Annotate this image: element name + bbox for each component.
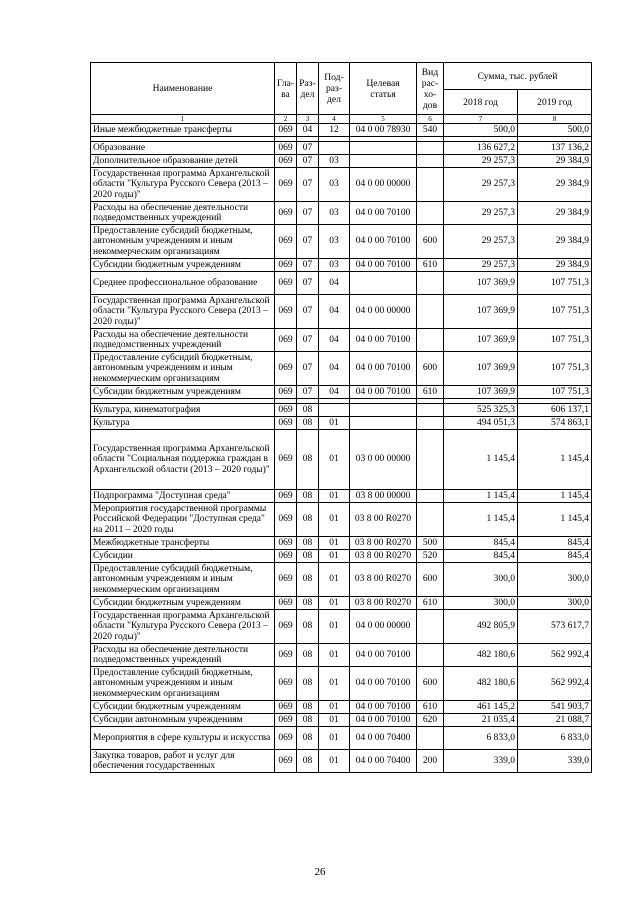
row-vid-raskhodov (417, 503, 444, 537)
page-number: 26 (314, 866, 326, 878)
row-sum-2019: 300,0 (518, 597, 592, 610)
table-row (91, 202, 592, 225)
table-row (91, 503, 592, 537)
row-glava: 069 (275, 503, 297, 537)
row-tselevaya-statya: 04 0 00 70400 (350, 750, 417, 773)
row-sum-2018: 21 035,4 (444, 714, 518, 727)
row-sum-2018: 107 369,9 (444, 352, 518, 386)
row-podrazdel: 01 (319, 727, 350, 750)
row-sum-2019: 107 751,3 (518, 295, 592, 329)
row-tselevaya-statya (350, 417, 417, 430)
row-sum-2018: 492 805,9 (444, 610, 518, 644)
row-sum-2018: 482 180,6 (444, 644, 518, 667)
row-razdel: 08 (297, 597, 319, 610)
header-podrazdel-text: Под- раз- дел (324, 72, 344, 105)
row-name: Среднее профессиональное образование (91, 272, 275, 295)
row-razdel: 08 (297, 563, 319, 597)
row-vid-raskhodov (417, 727, 444, 750)
table-row (91, 352, 592, 386)
row-sum-2019: 1 145,4 (518, 490, 592, 503)
row-tselevaya-statya: 04 0 00 70100 (350, 644, 417, 667)
table-row (91, 142, 592, 155)
row-podrazdel: 03 (319, 225, 350, 259)
row-name: Субсидии автономным учреждениям (91, 714, 275, 727)
row-podrazdel: 01 (319, 417, 350, 430)
row-vid-raskhodov: 610 (417, 701, 444, 714)
table-row (91, 329, 592, 352)
table-row (91, 417, 592, 430)
row-podrazdel: 01 (319, 490, 350, 503)
row-glava: 069 (275, 352, 297, 386)
row-sum-2019: 6 833,0 (518, 727, 592, 750)
row-glava: 069 (275, 155, 297, 168)
row-razdel: 07 (297, 155, 319, 168)
column-number: 3 (297, 115, 319, 124)
row-vid-raskhodov: 610 (417, 597, 444, 610)
row-razdel: 08 (297, 417, 319, 430)
row-tselevaya-statya: 03 8 00 R0270 (350, 537, 417, 550)
row-podrazdel: 12 (319, 124, 350, 137)
row-vid-raskhodov: 200 (417, 750, 444, 773)
table-row (91, 550, 592, 563)
table-row (91, 701, 592, 714)
row-podrazdel: 04 (319, 386, 350, 399)
table-row (91, 386, 592, 399)
row-tselevaya-statya: 04 0 00 70100 (350, 701, 417, 714)
table-row (91, 155, 592, 168)
row-sum-2019: 606 137,1 (518, 404, 592, 417)
row-tselevaya-statya: 04 0 00 70400 (350, 727, 417, 750)
row-glava: 069 (275, 701, 297, 714)
row-tselevaya-statya: 03 0 00 00000 (350, 430, 417, 490)
row-glava: 069 (275, 259, 297, 272)
row-name: Образование (91, 142, 275, 155)
row-podrazdel: 01 (319, 537, 350, 550)
header-glava-text: Гла- ва (277, 77, 295, 100)
row-tselevaya-statya: 04 0 00 70100 (350, 386, 417, 399)
row-tselevaya-statya: 04 0 00 70100 (350, 202, 417, 225)
row-podrazdel: 04 (319, 295, 350, 329)
column-number: 2 (275, 115, 297, 124)
row-razdel: 08 (297, 644, 319, 667)
row-sum-2018: 461 145,2 (444, 701, 518, 714)
row-sum-2019: 845,4 (518, 537, 592, 550)
row-sum-2018: 136 627,2 (444, 142, 518, 155)
table-row (91, 168, 592, 202)
row-podrazdel: 01 (319, 667, 350, 701)
column-number: 7 (444, 115, 518, 124)
row-sum-2019: 300,0 (518, 563, 592, 597)
row-tselevaya-statya: 04 0 00 00000 (350, 610, 417, 644)
row-sum-2018: 29 257,3 (444, 225, 518, 259)
row-glava: 069 (275, 202, 297, 225)
header-glava (275, 63, 297, 115)
header-razdel-text: Раз- дел (299, 77, 316, 100)
row-glava: 069 (275, 295, 297, 329)
row-name: Субсидии бюджетным учреждениям (91, 597, 275, 610)
row-podrazdel: 01 (319, 644, 350, 667)
row-name: Расходы на обеспечение деятельности подведомственных учреждений (91, 329, 275, 352)
row-vid-raskhodov (417, 295, 444, 329)
row-podrazdel (319, 142, 350, 155)
header-year-2018: 2018 год (444, 90, 518, 115)
row-razdel: 07 (297, 295, 319, 329)
row-tselevaya-statya (350, 142, 417, 155)
table-row (91, 259, 592, 272)
row-name: Предоставление субсидий бюджетным, автономным учреждениям и иным некоммерческим организациям (91, 352, 275, 386)
row-glava: 069 (275, 563, 297, 597)
table-row (91, 610, 592, 644)
row-vid-raskhodov: 600 (417, 563, 444, 597)
row-vid-raskhodov (417, 610, 444, 644)
row-razdel: 08 (297, 610, 319, 644)
row-sum-2018: 29 257,3 (444, 168, 518, 202)
header-year-2019: 2019 год (518, 90, 592, 115)
row-vid-raskhodov (417, 644, 444, 667)
table-row (91, 597, 592, 610)
row-tselevaya-statya: 04 0 00 78930 (350, 124, 417, 137)
row-name: Мероприятия государственной программы Российской Федерации "Доступная среда" на 2011 – 2020 годы (91, 503, 275, 537)
column-number: 5 (350, 115, 417, 124)
column-number: 1 (91, 115, 275, 124)
row-vid-raskhodov: 600 (417, 352, 444, 386)
row-sum-2019: 573 617,7 (518, 610, 592, 644)
row-name: Государственная программа Архангельской области "Культура Русского Севера (2013 – 2020 годы)" (91, 610, 275, 644)
row-vid-raskhodov (417, 272, 444, 295)
row-razdel: 08 (297, 667, 319, 701)
row-tselevaya-statya: 03 8 00 00000 (350, 490, 417, 503)
row-sum-2018: 494 051,3 (444, 417, 518, 430)
row-name: Мероприятия в сфере культуры и искусства (91, 727, 275, 750)
row-sum-2018: 29 257,3 (444, 202, 518, 225)
row-sum-2019: 29 384,9 (518, 225, 592, 259)
row-tselevaya-statya: 04 0 00 00000 (350, 295, 417, 329)
row-sum-2018: 107 369,9 (444, 386, 518, 399)
row-podrazdel: 03 (319, 155, 350, 168)
row-vid-raskhodov (417, 142, 444, 155)
row-vid-raskhodov: 500 (417, 537, 444, 550)
row-sum-2018: 845,4 (444, 550, 518, 563)
column-number: 8 (518, 115, 592, 124)
row-glava: 069 (275, 537, 297, 550)
row-tselevaya-statya: 04 0 00 70100 (350, 259, 417, 272)
row-sum-2019: 845,4 (518, 550, 592, 563)
row-sum-2018: 6 833,0 (444, 727, 518, 750)
row-razdel: 07 (297, 272, 319, 295)
row-podrazdel: 01 (319, 750, 350, 773)
row-razdel: 08 (297, 404, 319, 417)
row-vid-raskhodov: 520 (417, 550, 444, 563)
row-sum-2018: 300,0 (444, 597, 518, 610)
row-name: Предоставление субсидий бюджетным, автономным учреждениям и иным некоммерческим организациям (91, 563, 275, 597)
row-glava: 069 (275, 750, 297, 773)
row-sum-2018: 525 325,3 (444, 404, 518, 417)
row-tselevaya-statya (350, 272, 417, 295)
row-sum-2019: 29 384,9 (518, 155, 592, 168)
row-tselevaya-statya: 04 0 00 70100 (350, 714, 417, 727)
row-glava: 069 (275, 142, 297, 155)
row-tselevaya-statya: 03 8 00 R0270 (350, 503, 417, 537)
row-glava: 069 (275, 386, 297, 399)
row-glava: 069 (275, 404, 297, 417)
row-sum-2019: 29 384,9 (518, 259, 592, 272)
row-razdel: 08 (297, 727, 319, 750)
table-row (91, 644, 592, 667)
row-podrazdel: 01 (319, 430, 350, 490)
row-podrazdel: 04 (319, 329, 350, 352)
row-glava: 069 (275, 124, 297, 137)
row-tselevaya-statya: 03 8 00 R0270 (350, 550, 417, 563)
header-name: Наименование (91, 63, 275, 115)
row-podrazdel: 03 (319, 259, 350, 272)
row-name: Культура, кинематография (91, 404, 275, 417)
row-podrazdel: 03 (319, 168, 350, 202)
table-row (91, 272, 592, 295)
row-sum-2018: 339,0 (444, 750, 518, 773)
row-sum-2018: 300,0 (444, 563, 518, 597)
table-row (91, 750, 592, 773)
row-vid-raskhodov (417, 168, 444, 202)
table-row (91, 563, 592, 597)
row-podrazdel (319, 404, 350, 417)
row-podrazdel: 01 (319, 714, 350, 727)
row-name: Предоставление субсидий бюджетным, автономным учреждениям и иным некоммерческим организациям (91, 225, 275, 259)
row-sum-2018: 107 369,9 (444, 295, 518, 329)
row-sum-2019: 562 992,4 (518, 667, 592, 701)
row-podrazdel: 03 (319, 202, 350, 225)
row-vid-raskhodov: 620 (417, 714, 444, 727)
row-vid-raskhodov: 600 (417, 667, 444, 701)
table-row (91, 430, 592, 490)
row-glava: 069 (275, 597, 297, 610)
row-sum-2019: 107 751,3 (518, 272, 592, 295)
row-sum-2019: 541 903,7 (518, 701, 592, 714)
row-tselevaya-statya: 04 0 00 70100 (350, 225, 417, 259)
row-name: Закупка товаров, работ и услуг для обеспечения государственных (91, 750, 275, 773)
row-name: Государственная программа Архангельской области "Культура Русского Севера (2013 – 2020 годы)" (91, 295, 275, 329)
row-razdel: 07 (297, 259, 319, 272)
row-name: Субсидии бюджетным учреждениям (91, 701, 275, 714)
row-glava: 069 (275, 490, 297, 503)
row-name: Субсидии (91, 550, 275, 563)
row-razdel: 08 (297, 490, 319, 503)
row-glava: 069 (275, 727, 297, 750)
row-glava: 069 (275, 272, 297, 295)
row-tselevaya-statya: 03 8 00 R0270 (350, 597, 417, 610)
row-razdel: 07 (297, 225, 319, 259)
row-razdel: 07 (297, 168, 319, 202)
row-tselevaya-statya (350, 404, 417, 417)
row-razdel: 08 (297, 537, 319, 550)
row-vid-raskhodov (417, 404, 444, 417)
header-podrazdel (319, 63, 350, 115)
row-podrazdel: 01 (319, 701, 350, 714)
row-sum-2018: 1 145,4 (444, 430, 518, 490)
row-sum-2019: 1 145,4 (518, 503, 592, 537)
row-vid-raskhodov: 610 (417, 259, 444, 272)
header-tselevaya-text: Целевая статья (366, 77, 400, 100)
row-sum-2018: 29 257,3 (444, 259, 518, 272)
table-row (91, 295, 592, 329)
row-glava: 069 (275, 550, 297, 563)
row-glava: 069 (275, 667, 297, 701)
row-razdel: 07 (297, 329, 319, 352)
row-glava: 069 (275, 417, 297, 430)
row-glava: 069 (275, 610, 297, 644)
row-name: Иные межбюджетные трансферты (91, 124, 275, 137)
row-razdel: 07 (297, 352, 319, 386)
row-razdel: 07 (297, 202, 319, 225)
table-row (91, 225, 592, 259)
row-sum-2018: 1 145,4 (444, 503, 518, 537)
column-number: 6 (417, 115, 444, 124)
row-razdel: 08 (297, 750, 319, 773)
row-podrazdel: 04 (319, 272, 350, 295)
row-sum-2019: 21 088,7 (518, 714, 592, 727)
row-razdel: 07 (297, 386, 319, 399)
row-glava: 069 (275, 644, 297, 667)
row-name: Подпрограмма "Доступная среда" (91, 490, 275, 503)
row-razdel: 08 (297, 550, 319, 563)
row-glava: 069 (275, 225, 297, 259)
row-sum-2018: 107 369,9 (444, 329, 518, 352)
row-sum-2019: 29 384,9 (518, 202, 592, 225)
row-name: Предоставление субсидий бюджетным, автономным учреждениям и иным некоммерческим организациям (91, 667, 275, 701)
row-podrazdel: 01 (319, 503, 350, 537)
row-sum-2019: 1 145,4 (518, 430, 592, 490)
row-vid-raskhodov (417, 430, 444, 490)
row-sum-2019: 562 992,4 (518, 644, 592, 667)
row-sum-2018: 1 145,4 (444, 490, 518, 503)
header-vid-text: Вид рас- хо- дов (421, 66, 439, 111)
row-sum-2019: 107 751,3 (518, 386, 592, 399)
row-sum-2018: 482 180,6 (444, 667, 518, 701)
table-row (91, 490, 592, 503)
row-name: Государственная программа Архангельской области "Культура Русского Севера (2013 – 2020 годы)" (91, 168, 275, 202)
row-podrazdel: 01 (319, 610, 350, 644)
header-summa: Сумма, тыс. рублей (444, 63, 592, 90)
budget-table (90, 62, 592, 773)
row-razdel: 08 (297, 714, 319, 727)
row-sum-2019: 107 751,3 (518, 352, 592, 386)
row-sum-2018: 29 257,3 (444, 155, 518, 168)
row-podrazdel: 01 (319, 550, 350, 563)
table-row (91, 727, 592, 750)
row-name: Расходы на обеспечение деятельности подведомственных учреждений (91, 644, 275, 667)
row-vid-raskhodov (417, 329, 444, 352)
table-row (91, 667, 592, 701)
row-glava: 069 (275, 168, 297, 202)
row-tselevaya-statya: 04 0 00 00000 (350, 168, 417, 202)
row-sum-2019: 107 751,3 (518, 329, 592, 352)
row-vid-raskhodov: 540 (417, 124, 444, 137)
row-name: Субсидии бюджетным учреждениям (91, 386, 275, 399)
table-row (91, 124, 592, 137)
header-vid (417, 63, 444, 115)
row-vid-raskhodov (417, 417, 444, 430)
column-number: 4 (319, 115, 350, 124)
row-name: Расходы на обеспечение деятельности подведомственных учреждений (91, 202, 275, 225)
row-glava: 069 (275, 430, 297, 490)
budget-table-body (91, 124, 592, 773)
row-sum-2018: 500,0 (444, 124, 518, 137)
header-razdel (297, 63, 319, 115)
row-razdel: 04 (297, 124, 319, 137)
table-row (91, 537, 592, 550)
row-tselevaya-statya: 04 0 00 70100 (350, 352, 417, 386)
row-glava: 069 (275, 714, 297, 727)
row-sum-2019: 500,0 (518, 124, 592, 137)
row-sum-2019: 29 384,9 (518, 168, 592, 202)
row-name: Культура (91, 417, 275, 430)
row-vid-raskhodov: 600 (417, 225, 444, 259)
row-vid-raskhodov (417, 202, 444, 225)
table-row (91, 404, 592, 417)
row-name: Государственная программа Архангельской области "Социальная поддержка граждан в Архангельской области (2013 – 2020 годы)" (91, 430, 275, 490)
row-tselevaya-statya: 04 0 00 70100 (350, 329, 417, 352)
row-vid-raskhodov: 610 (417, 386, 444, 399)
row-name: Субсидии бюджетным учреждениям (91, 259, 275, 272)
row-sum-2018: 845,4 (444, 537, 518, 550)
row-sum-2018: 107 369,9 (444, 272, 518, 295)
row-name: Межбюджетные трансферты (91, 537, 275, 550)
header-tselevaya (350, 63, 417, 115)
row-glava: 069 (275, 329, 297, 352)
row-sum-2019: 339,0 (518, 750, 592, 773)
row-razdel: 08 (297, 701, 319, 714)
row-podrazdel: 04 (319, 352, 350, 386)
row-razdel: 08 (297, 430, 319, 490)
table-row (91, 714, 592, 727)
row-tselevaya-statya: 03 8 00 R0270 (350, 563, 417, 597)
row-vid-raskhodov (417, 155, 444, 168)
row-tselevaya-statya: 04 0 00 70100 (350, 667, 417, 701)
row-razdel: 07 (297, 142, 319, 155)
row-tselevaya-statya (350, 155, 417, 168)
row-razdel: 08 (297, 503, 319, 537)
row-vid-raskhodov (417, 490, 444, 503)
row-podrazdel: 01 (319, 597, 350, 610)
row-sum-2019: 574 863,1 (518, 417, 592, 430)
row-podrazdel: 01 (319, 563, 350, 597)
row-name: Дополнительное образование детей (91, 155, 275, 168)
row-sum-2019: 137 136,2 (518, 142, 592, 155)
